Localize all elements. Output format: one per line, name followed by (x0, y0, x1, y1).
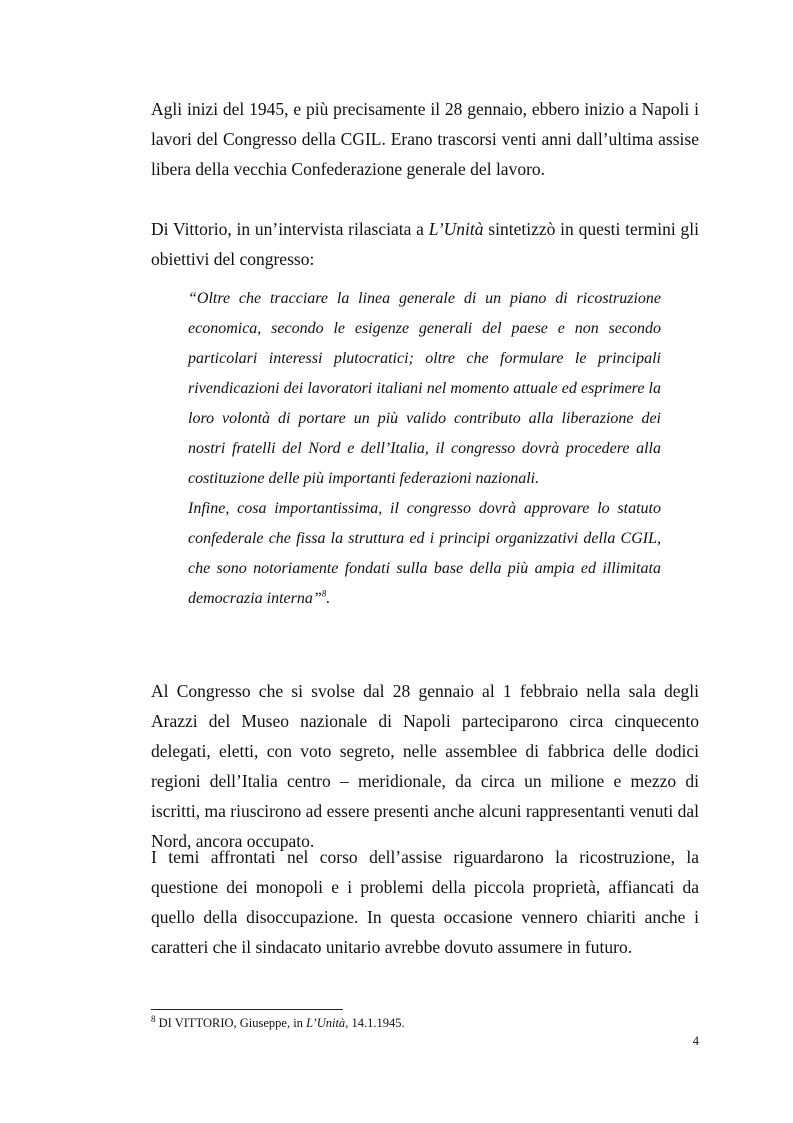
block-quote (188, 284, 661, 614)
paragraph-text-after: sintetizzò in questi termini gli obiettivi del congresso: (151, 219, 699, 269)
footnote-divider (151, 1009, 343, 1010)
footnote (151, 1014, 699, 1032)
paragraph-text: Agli inizi del 1945, e più precisamente il 28 gennaio, ebbero inizio a Napoli i lavori del Congresso della CGIL. Erano trascorsi venti anni dall’ultima assise libera della vecchia Confederazione generale del lavoro. (151, 99, 699, 179)
footnote-number: 8 (151, 1013, 156, 1024)
footnote-text-after: , 14.1.1945. (345, 1016, 405, 1030)
paragraph-text (151, 214, 699, 274)
footnote-text-before: DI VITTORIO, Giuseppe, in (155, 1016, 307, 1030)
newspaper-title: L’Unità (428, 219, 484, 239)
quote-part-2 (188, 494, 661, 614)
paragraph-congress-themes (151, 842, 699, 962)
paragraph-congress-details (151, 676, 699, 856)
paragraph-text: I temi affrontati nel corso dell’assise riguardarono la ricostruzione, la questione dei monopoli e i problemi della piccola proprietà, affiancati da quello della disoccupazione. In questa occasione vennero chiariti anche i caratteri che il sindacato unitario avrebbe dovuto assumere in futuro. (151, 847, 699, 957)
paragraph-congress-start (151, 94, 699, 184)
paragraph-text-before: Di Vittorio, in un’intervista rilasciata a (151, 219, 429, 239)
paragraph-di-vittorio-intro (151, 214, 699, 274)
paragraph-text: Al Congresso che si svolse dal 28 gennaio al 1 febbraio nella sala degli Arazzi del Museo nazionale di Napoli parteciparono circa cinquecento delegati, eletti, con voto segreto, nelle assemblee di fabbrica delle dodici regioni dell’Italia centro – meridionale, da circa un milione e mezzo di iscritti, ma riuscirono ad essere presenti anche alcuni rappresentanti venuti dal Nord, ancora occupato. (151, 681, 699, 851)
footnote-reference: 8 (321, 588, 327, 599)
quote-part-2-text: Infine, cosa importantissima, il congresso dovrà approvare lo statuto confederale che fissa la struttura ed i principi organizzativi della CGIL, che sono notoriamente fondati sulla base della più ampia ed illimitata democrazia interna” (188, 500, 661, 607)
quote-end: . (326, 590, 331, 607)
footnote-newspaper-title: L’Unità (306, 1016, 346, 1030)
quote-part-1: “Oltre che tracciare la linea generale di un piano di ricostruzione economica, secondo le esigenze generali del paese e non secondo particolari interessi plutocratici; oltre che formulare le principali rivendicazioni dei lavoratori italiani nel momento attuale ed esprimere la loro volontà di portare un più valido contributo alla liberazione dei nostri fratelli del Nord e dell’Italia, il congresso dovrà procedere alla costituzione delle più importanti federazioni nazionali. (188, 290, 661, 487)
page-number: 4 (692, 1034, 699, 1048)
